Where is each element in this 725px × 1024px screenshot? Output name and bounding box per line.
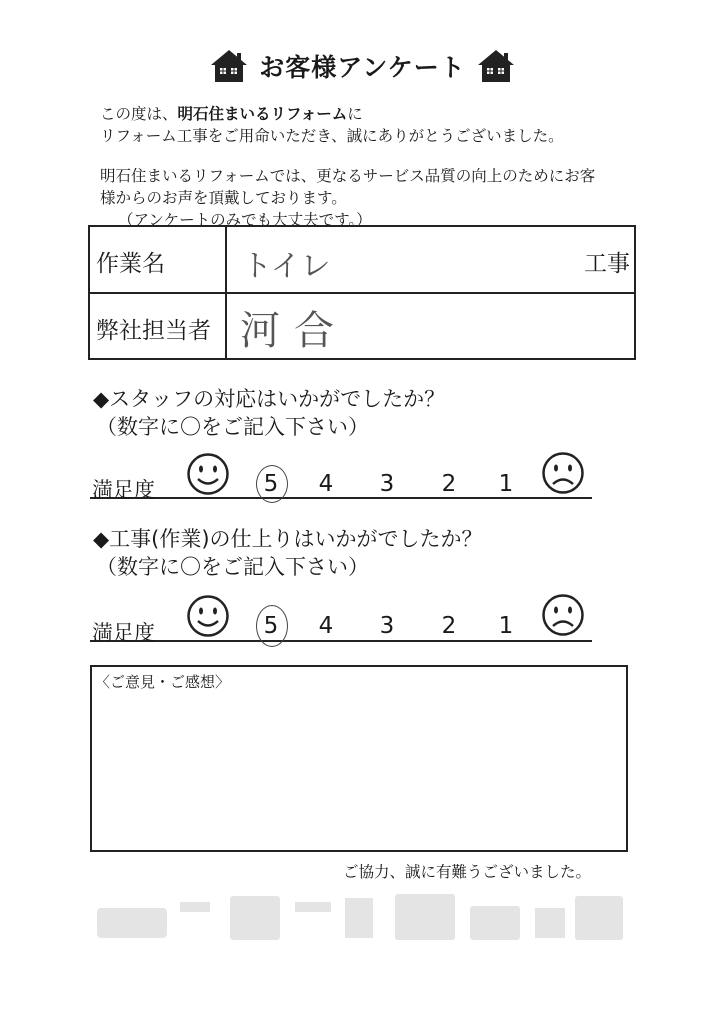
smiley-face-icon: [186, 594, 230, 638]
faded-company-stamp: [95, 888, 625, 946]
intro-line-4: 様からのお声を頂戴しております。: [100, 189, 347, 207]
intro-prefix: この度は、: [100, 105, 178, 123]
rating-1-option-3[interactable]: 3: [379, 471, 395, 497]
survey-header: [0, 44, 725, 88]
staff-value[interactable]: 河合: [240, 308, 348, 354]
intro-line-1: [100, 103, 363, 125]
house-icon: [476, 48, 516, 84]
intro-suffix: に: [347, 105, 363, 123]
sad-face-icon: [541, 593, 585, 637]
page-title: お客様アンケート: [259, 53, 466, 82]
rating-2-option-5[interactable]: 5: [263, 613, 279, 639]
rating-1-option-5[interactable]: 5: [263, 471, 279, 497]
rating-1-line: [90, 497, 592, 499]
comments-box[interactable]: [90, 665, 628, 852]
staff-label: 弊社担当者: [96, 318, 211, 344]
rating-2-line: [90, 640, 592, 642]
rating-1-option-2[interactable]: 2: [441, 471, 457, 497]
house-icon: [209, 48, 249, 84]
work-suffix-label: 工事: [584, 251, 630, 277]
work-info-table: [88, 225, 636, 360]
smiley-face-icon: [186, 452, 230, 496]
closing-message: ご協力、誠に有難うございました。: [343, 863, 592, 881]
rating-1-label: 満足度: [92, 478, 155, 502]
sad-face-icon: [541, 451, 585, 495]
rating-2-option-2[interactable]: 2: [441, 613, 457, 639]
intro-note: （アンケートのみでも大丈夫です。）: [118, 211, 372, 229]
rating-2-option-4[interactable]: 4: [318, 613, 334, 639]
work-name-value[interactable]: トイレ: [242, 249, 331, 284]
question-2-prompt: ◆工事(作業)の仕上りはいかがでしたか？: [93, 527, 483, 551]
comments-label: 〈ご意見・ご感想〉: [95, 673, 231, 691]
rating-1-option-4[interactable]: 4: [318, 471, 334, 497]
rating-2-option-3[interactable]: 3: [379, 613, 395, 639]
question-1-prompt: ◆スタッフの対応はいかがでしたか？: [93, 387, 446, 411]
intro-line-2: リフォーム工事をご用命いただき、誠にありがとうございました。: [100, 127, 564, 145]
work-name-label: 作業名: [96, 251, 165, 277]
rating-2-option-1[interactable]: 1: [498, 613, 514, 639]
rating-2-label: 満足度: [92, 621, 155, 645]
rating-1-option-1[interactable]: 1: [498, 471, 514, 497]
intro-line-3: 明石住まいるリフォームでは、更なるサービス品質の向上のためにお客: [100, 167, 596, 185]
question-1-instruction: （数字に〇をご記入下さい）: [96, 415, 369, 439]
company-name: 明石住まいるリフォーム: [177, 105, 348, 123]
question-2-instruction: （数字に〇をご記入下さい）: [96, 555, 369, 579]
